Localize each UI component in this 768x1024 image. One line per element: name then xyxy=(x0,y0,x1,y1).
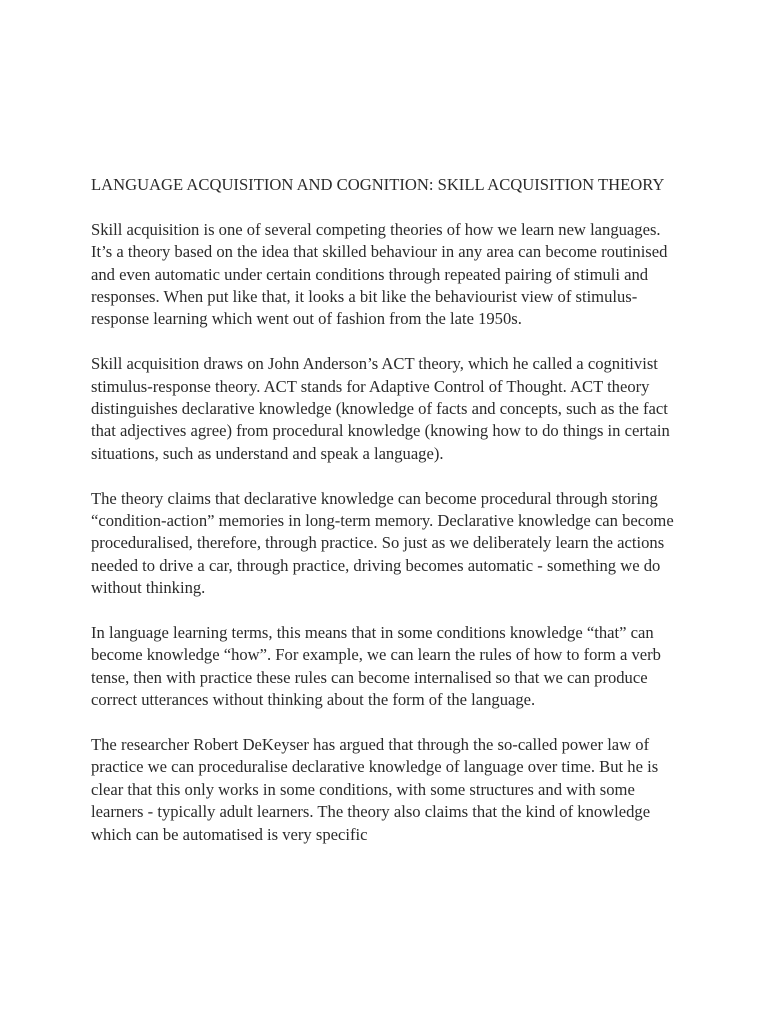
document-page xyxy=(91,174,683,869)
paragraph-declarative-to-procedural: The theory claims that declarative knowledge can become procedural through storing “condition-action” memories in long-term memory. Declarative knowledge can become proceduralised, therefore, through practice. So just as we deliberately learn the actions needed to drive a car, through practice, driving becomes automatic - something we do without thinking. xyxy=(91,488,674,598)
paragraph-skill-acquisition-intro: Skill acquisition is one of several competing theories of how we learn new languages. It’s a theory based on the idea that skilled behaviour in any area can become routinised and even automatic under certain conditions through repeated pairing of stimuli and responses. When put like that, it looks a bit like the behaviourist view of stimulus-response learning which went out of fashion from the late 1950s. xyxy=(91,219,668,329)
paragraph-language-learning-terms: In language learning terms, this means that in some conditions knowledge “that” can become knowledge “how”. For example, we can learn the rules of how to form a verb tense, then with practice these rules can become internalised so that we can produce correct utterances without thinking about the form of the language. xyxy=(91,623,661,710)
document-title: LANGUAGE ACQUISITION AND COGNITION: SKILL ACQUISITION THEORY xyxy=(91,175,665,194)
paragraph-act-theory: Skill acquisition draws on John Anderson’s ACT theory, which he called a cognitivist stimulus-response theory. ACT stands for Adaptive Control of Thought. ACT theory distinguishes declarative knowledge (knowledge of facts and concepts, such as the fact that adjectives agree) from procedural knowledge (knowing how to do things in certain situations, such as understand and speak a language). xyxy=(91,354,670,463)
paragraph-dekeyser: The researcher Robert DeKeyser has argued that through the so-called power law of practice we can proceduralise declarative knowledge of language over time. But he is clear that this only works in some conditions, with some structures and with some learners - typically adult learners. The theory also claims that the kind of knowledge which can be automatised is very specific xyxy=(91,735,659,844)
